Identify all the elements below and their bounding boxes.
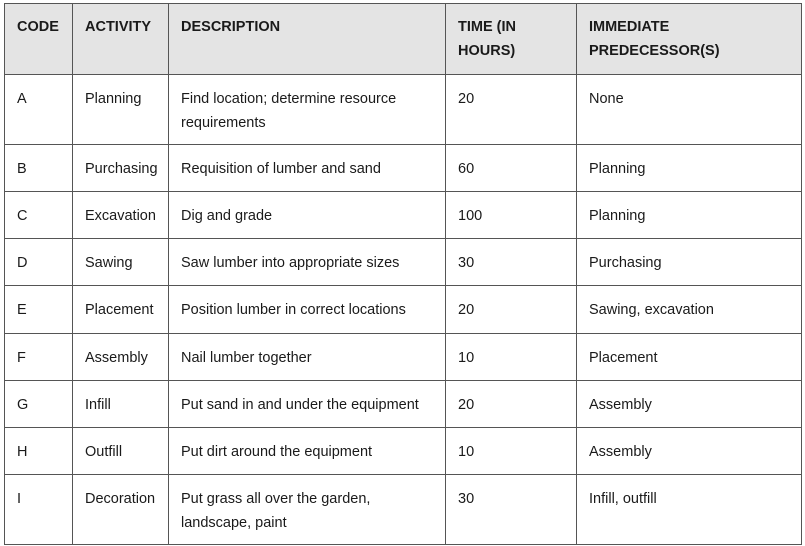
cell-description: Nail lumber together (169, 334, 446, 381)
cell-code: E (5, 286, 73, 334)
cell-predecessors: Infill, outfill (577, 475, 802, 545)
cell-description: Put dirt around the equipment (169, 428, 446, 475)
cell-time: 20 (446, 286, 577, 334)
table-row (5, 239, 802, 286)
table-row (5, 145, 802, 192)
cell-activity: Sawing (73, 239, 169, 286)
cell-code: F (5, 334, 73, 381)
cell-activity: Decoration (73, 475, 169, 545)
table-row (5, 428, 802, 475)
cell-time: 30 (446, 239, 577, 286)
header-description: DESCRIPTION (169, 4, 446, 75)
table-row (5, 192, 802, 239)
header-code: CODE (5, 4, 73, 75)
cell-code: I (5, 475, 73, 545)
cell-time: 10 (446, 428, 577, 475)
header-time: TIME (IN HOURS) (446, 4, 577, 75)
cell-description: Put sand in and under the equipment (169, 381, 446, 428)
cell-activity: Outfill (73, 428, 169, 475)
table-row (5, 286, 802, 334)
activity-table-container (4, 3, 802, 545)
cell-predecessors: Planning (577, 145, 802, 192)
cell-activity: Planning (73, 75, 169, 145)
cell-code: C (5, 192, 73, 239)
table-row (5, 475, 802, 545)
activity-table (4, 3, 802, 545)
cell-time: 60 (446, 145, 577, 192)
table-row (5, 381, 802, 428)
cell-time: 30 (446, 475, 577, 545)
cell-code: D (5, 239, 73, 286)
cell-time: 10 (446, 334, 577, 381)
cell-activity: Infill (73, 381, 169, 428)
cell-predecessors: Placement (577, 334, 802, 381)
cell-description: Saw lumber into appropriate sizes (169, 239, 446, 286)
cell-predecessors: None (577, 75, 802, 145)
cell-code: H (5, 428, 73, 475)
cell-code: A (5, 75, 73, 145)
cell-time: 20 (446, 75, 577, 145)
cell-predecessors: Purchasing (577, 239, 802, 286)
cell-description: Requisition of lumber and sand (169, 145, 446, 192)
cell-activity: Placement (73, 286, 169, 334)
table-row (5, 334, 802, 381)
table-header-row (5, 4, 802, 75)
cell-predecessors: Assembly (577, 381, 802, 428)
cell-code: B (5, 145, 73, 192)
cell-description: Find location; determine resource requirements (169, 75, 446, 145)
header-activity: ACTIVITY (73, 4, 169, 75)
cell-activity: Assembly (73, 334, 169, 381)
cell-description: Put grass all over the garden, landscape, paint (169, 475, 446, 545)
cell-time: 20 (446, 381, 577, 428)
table-row (5, 75, 802, 145)
cell-predecessors: Assembly (577, 428, 802, 475)
cell-description: Dig and grade (169, 192, 446, 239)
cell-description: Position lumber in correct locations (169, 286, 446, 334)
cell-activity: Excavation (73, 192, 169, 239)
cell-predecessors: Planning (577, 192, 802, 239)
cell-predecessors: Sawing, excavation (577, 286, 802, 334)
cell-activity: Purchasing (73, 145, 169, 192)
header-predecessors: IMMEDIATE PREDECESSOR(S) (577, 4, 802, 75)
cell-code: G (5, 381, 73, 428)
cell-time: 100 (446, 192, 577, 239)
